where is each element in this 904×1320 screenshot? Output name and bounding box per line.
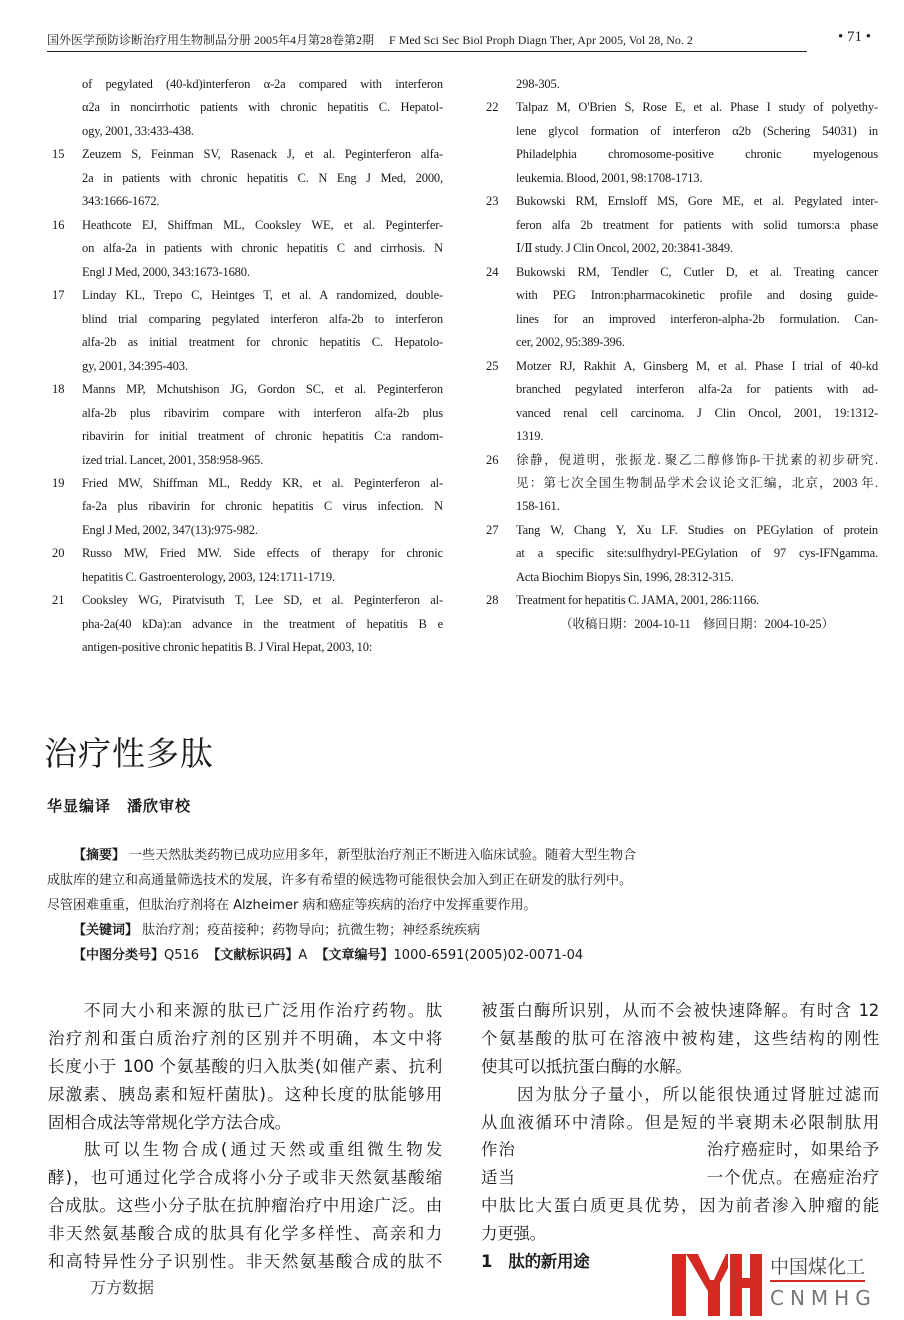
reference-item [486, 449, 878, 519]
reference-item [486, 73, 878, 96]
reference-line: 343:1666-1672. [82, 194, 160, 209]
body-line: 非天然氨基酸合成的肽具有化学多样性、高亲和力 [48, 1224, 442, 1244]
reference-line: Fried MW, Shiffman ML, Reddy KR, et al. Peginterferon al- [82, 475, 443, 490]
section-heading: 1 肽的新用途 [481, 1252, 590, 1272]
body-line: 尿激素、胰岛素和短杆菌肽)。这种长度的肽能够用 [48, 1084, 442, 1104]
reference-item [52, 73, 443, 143]
reference-line: alfa-2b plus ribavirim compare with interferon alfa-2b plus [82, 405, 443, 420]
reference-line: 徐静，倪道明，张振龙. 聚乙二醇修饰β-干扰素的初步研究. [516, 452, 878, 467]
article-authors: 华显编译 潘欣审校 [47, 797, 192, 815]
reference-line: vanced renal cell carcinoma. J Clin Oncol, 2001, 19:1312- [516, 405, 878, 420]
reference-number: 26 [486, 452, 499, 467]
reference-line: Talpaz M, O'Brien S, Rose E, et al. Phase I study of polyethy- [516, 100, 878, 115]
reference-line: Heathcote EJ, Shiffman ML, Cooksley WE, et al. Peginterfer- [82, 217, 443, 232]
watermark-logo [672, 1250, 876, 1318]
journal-name-en: F Med Sci Sec Biol Proph Diagn Ther, Apr 2005, Vol 28, No. 2 [389, 33, 693, 47]
reference-line: feron alfa 2b treatment for patients with solid tumors:a phase [516, 217, 878, 232]
reference-line: Ⅰ/Ⅱ study. J Clin Oncol, 2002, 20:3841-3849. [516, 241, 733, 256]
reference-item [486, 519, 878, 589]
reference-item [486, 589, 878, 612]
reference-line: cer, 2002, 95:389-396. [516, 335, 625, 350]
reference-line: Motzer RJ, Rakhit A, Ginsberg M, et al. Phase I trial of 40-kd [516, 358, 878, 373]
reference-line: α2a in noncirrhotic patients with chronic hepatitis C. Hepatol- [82, 100, 443, 115]
reference-number: 15 [52, 147, 65, 162]
body-line: 合成肽。这些小分子肽在抗肿瘤治疗中用途广泛。由 [48, 1196, 442, 1216]
reference-number: 25 [486, 358, 499, 373]
body-line: 被蛋白酶所识别，从而不会被快速降解。有时含 12 [481, 1001, 879, 1020]
reference-line: Linday KL, Trepo C, Heintges T, et al. A randomized, double- [82, 288, 443, 303]
reference-item [486, 96, 878, 190]
body-line: 固相合成法等常规化学方法合成。 [48, 1112, 292, 1132]
watermark-text-en: CNMHG [770, 1286, 877, 1310]
reference-line: Engl J Med, 2000, 343:1673-1680. [82, 264, 250, 279]
reference-number: 17 [52, 288, 65, 303]
body-right-column [481, 997, 879, 1276]
abstract-line [47, 843, 737, 868]
reference-line: pha-2a(40 kDa):an advance in the treatment of hepatitis B e [82, 616, 443, 631]
reference-line: with PEG Intron:pharmacokinetic profile and dosing guide- [516, 288, 878, 303]
reference-number: 27 [486, 522, 499, 537]
reference-line: at a specific site:sulfhydryl-PEGylation of 97 cys-IFNgamma. [516, 546, 878, 561]
reference-item [52, 143, 443, 213]
reference-line: blind trial comparing pegylated interferon alfa-2b to interferon [82, 311, 443, 326]
wanfang-data-mark: 万方数据 [90, 1278, 155, 1297]
reference-line: of pegylated (40-kd)interferon α-2a compared with interferon [82, 77, 443, 91]
abstract-block [47, 843, 737, 968]
reference-number: 16 [52, 217, 65, 232]
reference-line: 见：第七次全国生物制品学术会议论文汇编，北京，2003 年. [516, 475, 878, 490]
reference-item [486, 355, 878, 449]
reference-line: lene glycol formation of interferon α2b (Schering 54031) in [516, 123, 878, 138]
received-revised-dates: （收稿日期：2004-10-11 修回日期：2004-10-25） [560, 616, 834, 631]
abstract-label: 【摘要】 [73, 848, 126, 863]
references-left-column [52, 73, 443, 660]
body-line: 中肽比大蛋白质更具优势，因为前者渗入肿瘤的能 [481, 1196, 879, 1216]
abstract-text: 一些天然肽类药物已成功应用多年，新型肽治疗剂正不断进入临床试验。随着大型生物合 [129, 848, 637, 863]
reference-line: ogy, 2001, 33:433-438. [82, 123, 194, 138]
reference-item [52, 378, 443, 472]
reference-item [52, 542, 443, 589]
body-line: 作治 治疗癌症时，如果给予 [481, 1140, 879, 1160]
mh-logo-icon [672, 1250, 762, 1318]
reference-line: 1319. [516, 429, 544, 444]
reference-line: Tang W, Chang Y, Xu LF. Studies on PEGylation of protein [516, 522, 878, 537]
reference-number: 23 [486, 194, 499, 209]
reference-line: Bukowski RM, Ernsloff MS, Gore ME, et al. Pegylated inter- [516, 194, 878, 209]
abstract-line: 成肽库的建立和高通量筛选技术的发展，许多有希望的候选物可能很快会加入到正在研发的肽行列中。 [47, 873, 633, 888]
keywords-line [47, 918, 737, 943]
reference-number: 19 [52, 475, 65, 490]
doc-code-value: A [298, 948, 308, 963]
reference-line: fa-2a plus ribavirin for chronic hepatitis C virus infection. N [82, 499, 443, 514]
body-line: 长度小于 100 个氨基酸的归入肽类(如催产素、抗利 [48, 1056, 442, 1076]
body-line: 不同大小和来源的肽已广泛用作治疗药物。肽 [84, 1001, 442, 1020]
reference-number: 28 [486, 593, 499, 608]
reference-line: antigen-positive chronic hepatitis B. J Viral Hepat, 2003, 10: [82, 640, 373, 655]
reference-line: Philadelphia chromosome-positive chronic myelogenous [516, 147, 878, 162]
reference-item [52, 589, 443, 659]
watermark-text-cn: 中国煤化工 [770, 1252, 865, 1282]
clc-label: 【中图分类号】 [73, 948, 165, 963]
reference-line: Engl J Med, 2002, 347(13):975-982. [82, 522, 258, 537]
reference-number: 20 [52, 546, 65, 561]
article-title: 治疗性多肽 [44, 734, 214, 773]
body-line: 从血液循环中清除。但是短的半衰期未必限制肽用 [481, 1112, 879, 1132]
keywords: 肽治疗剂；疫苗接种；药物导向；抗微生物；神经系统疾病 [142, 923, 481, 938]
reference-line: hepatitis C. Gastroenterology, 2003, 124:1711-1719. [82, 569, 335, 584]
journal-name-cn: 国外医学预防诊断治疗用生物制品分册 2005年4月第28卷第2期 [47, 33, 375, 47]
reference-line: Treatment for hepatitis C. JAMA, 2001, 286:1166. [516, 593, 760, 608]
body-line: 使其可以抵抗蛋白酶的水解。 [481, 1056, 692, 1076]
reference-line: Zeuzem S, Feinman SV, Rasenack J, et al. Peginterferon alfa- [82, 147, 443, 162]
reference-line: lines for an improved interferon-alpha-2b formulation. Can- [516, 311, 878, 326]
reference-line: alfa-2b as initial treatment for chronic hepatitis C. Hepatolo- [82, 335, 443, 350]
page-number: • 71 • [838, 29, 872, 45]
running-header [47, 31, 807, 52]
abstract-line: 尽管困难重重，但肽治疗剂将在 Alzheimer 病和癌症等疾病的治疗中发挥重要作用。 [47, 898, 537, 913]
reference-item [52, 214, 443, 284]
reference-line: branched pegylated interferon alfa-2a for patients with ad- [516, 382, 878, 397]
references-right-column [486, 73, 878, 636]
keywords-label: 【关键词】 [73, 923, 139, 938]
body-line: 治疗剂和蛋白质治疗剂的区别并不明确，本文中将 [48, 1028, 442, 1048]
clc-value: Q516 [164, 948, 200, 963]
reference-line: Cooksley WG, Piratvisuth T, Lee SD, et al. Peginterferon al- [82, 593, 443, 608]
article-no-label: 【文章编号】 [315, 948, 394, 963]
reference-item [52, 472, 443, 542]
body-line: 和高特异性分子识别性。非天然氨基酸合成的肽不 [48, 1252, 442, 1272]
reference-line: 298-305. [516, 77, 560, 91]
reference-line: Bukowski RM, Tendler C, Cutler D, et al. Treating cancer [516, 264, 878, 279]
reference-line: leukemia. Blood, 2001, 98:1708-1713. [516, 170, 703, 185]
body-line: 个氨基酸的肽可在溶液中被构建，这些结构的刚性 [481, 1028, 879, 1048]
reference-line: Acta Biochim Biopys Sin, 1996, 28:312-315. [516, 569, 734, 584]
reference-item [486, 190, 878, 260]
doc-code-label: 【文献标识码】 [207, 948, 299, 963]
reference-item [52, 284, 443, 378]
body-line: 肽可以生物合成(通过天然或重组微生物发 [84, 1140, 442, 1160]
reference-number: 24 [486, 264, 499, 279]
reference-line: 2a in patients with chronic hepatitis C. N Eng J Med, 2000, [82, 170, 443, 185]
reference-number: 21 [52, 593, 65, 608]
reference-line: on alfa-2a in patients with chronic hepatitis C and cirrhosis. N [82, 241, 443, 256]
reference-line: ized trial. Lancet, 2001, 358:958-965. [82, 452, 264, 467]
body-line: 适当 一个优点。在癌症治疗 [481, 1168, 879, 1188]
article-no-value: 1000-6591(2005)02-0071-04 [393, 948, 584, 963]
reference-line: Manns MP, Mchutshison JG, Gordon SC, et al. Peginterferon [82, 382, 443, 397]
body-left-column [48, 997, 442, 1276]
classification-line [47, 943, 737, 968]
reference-item [486, 261, 878, 355]
body-line: 酵)，也可通过化学合成将小分子或非天然氨基酸缩 [48, 1168, 442, 1188]
body-line: 因为肽分子量小，所以能很快通过肾脏过滤而 [517, 1084, 879, 1104]
reference-line: 158-161. [516, 499, 560, 514]
reference-line: Russo MW, Fried MW. Side effects of therapy for chronic [82, 546, 443, 561]
body-line: 力更强。 [481, 1224, 546, 1244]
reference-number: 22 [486, 100, 499, 115]
reference-number: 18 [52, 382, 65, 397]
reference-line: gy, 2001, 34:395-403. [82, 358, 188, 373]
reference-line: ribavirin for initial treatment of chronic hepatitis C:a random- [82, 429, 443, 444]
